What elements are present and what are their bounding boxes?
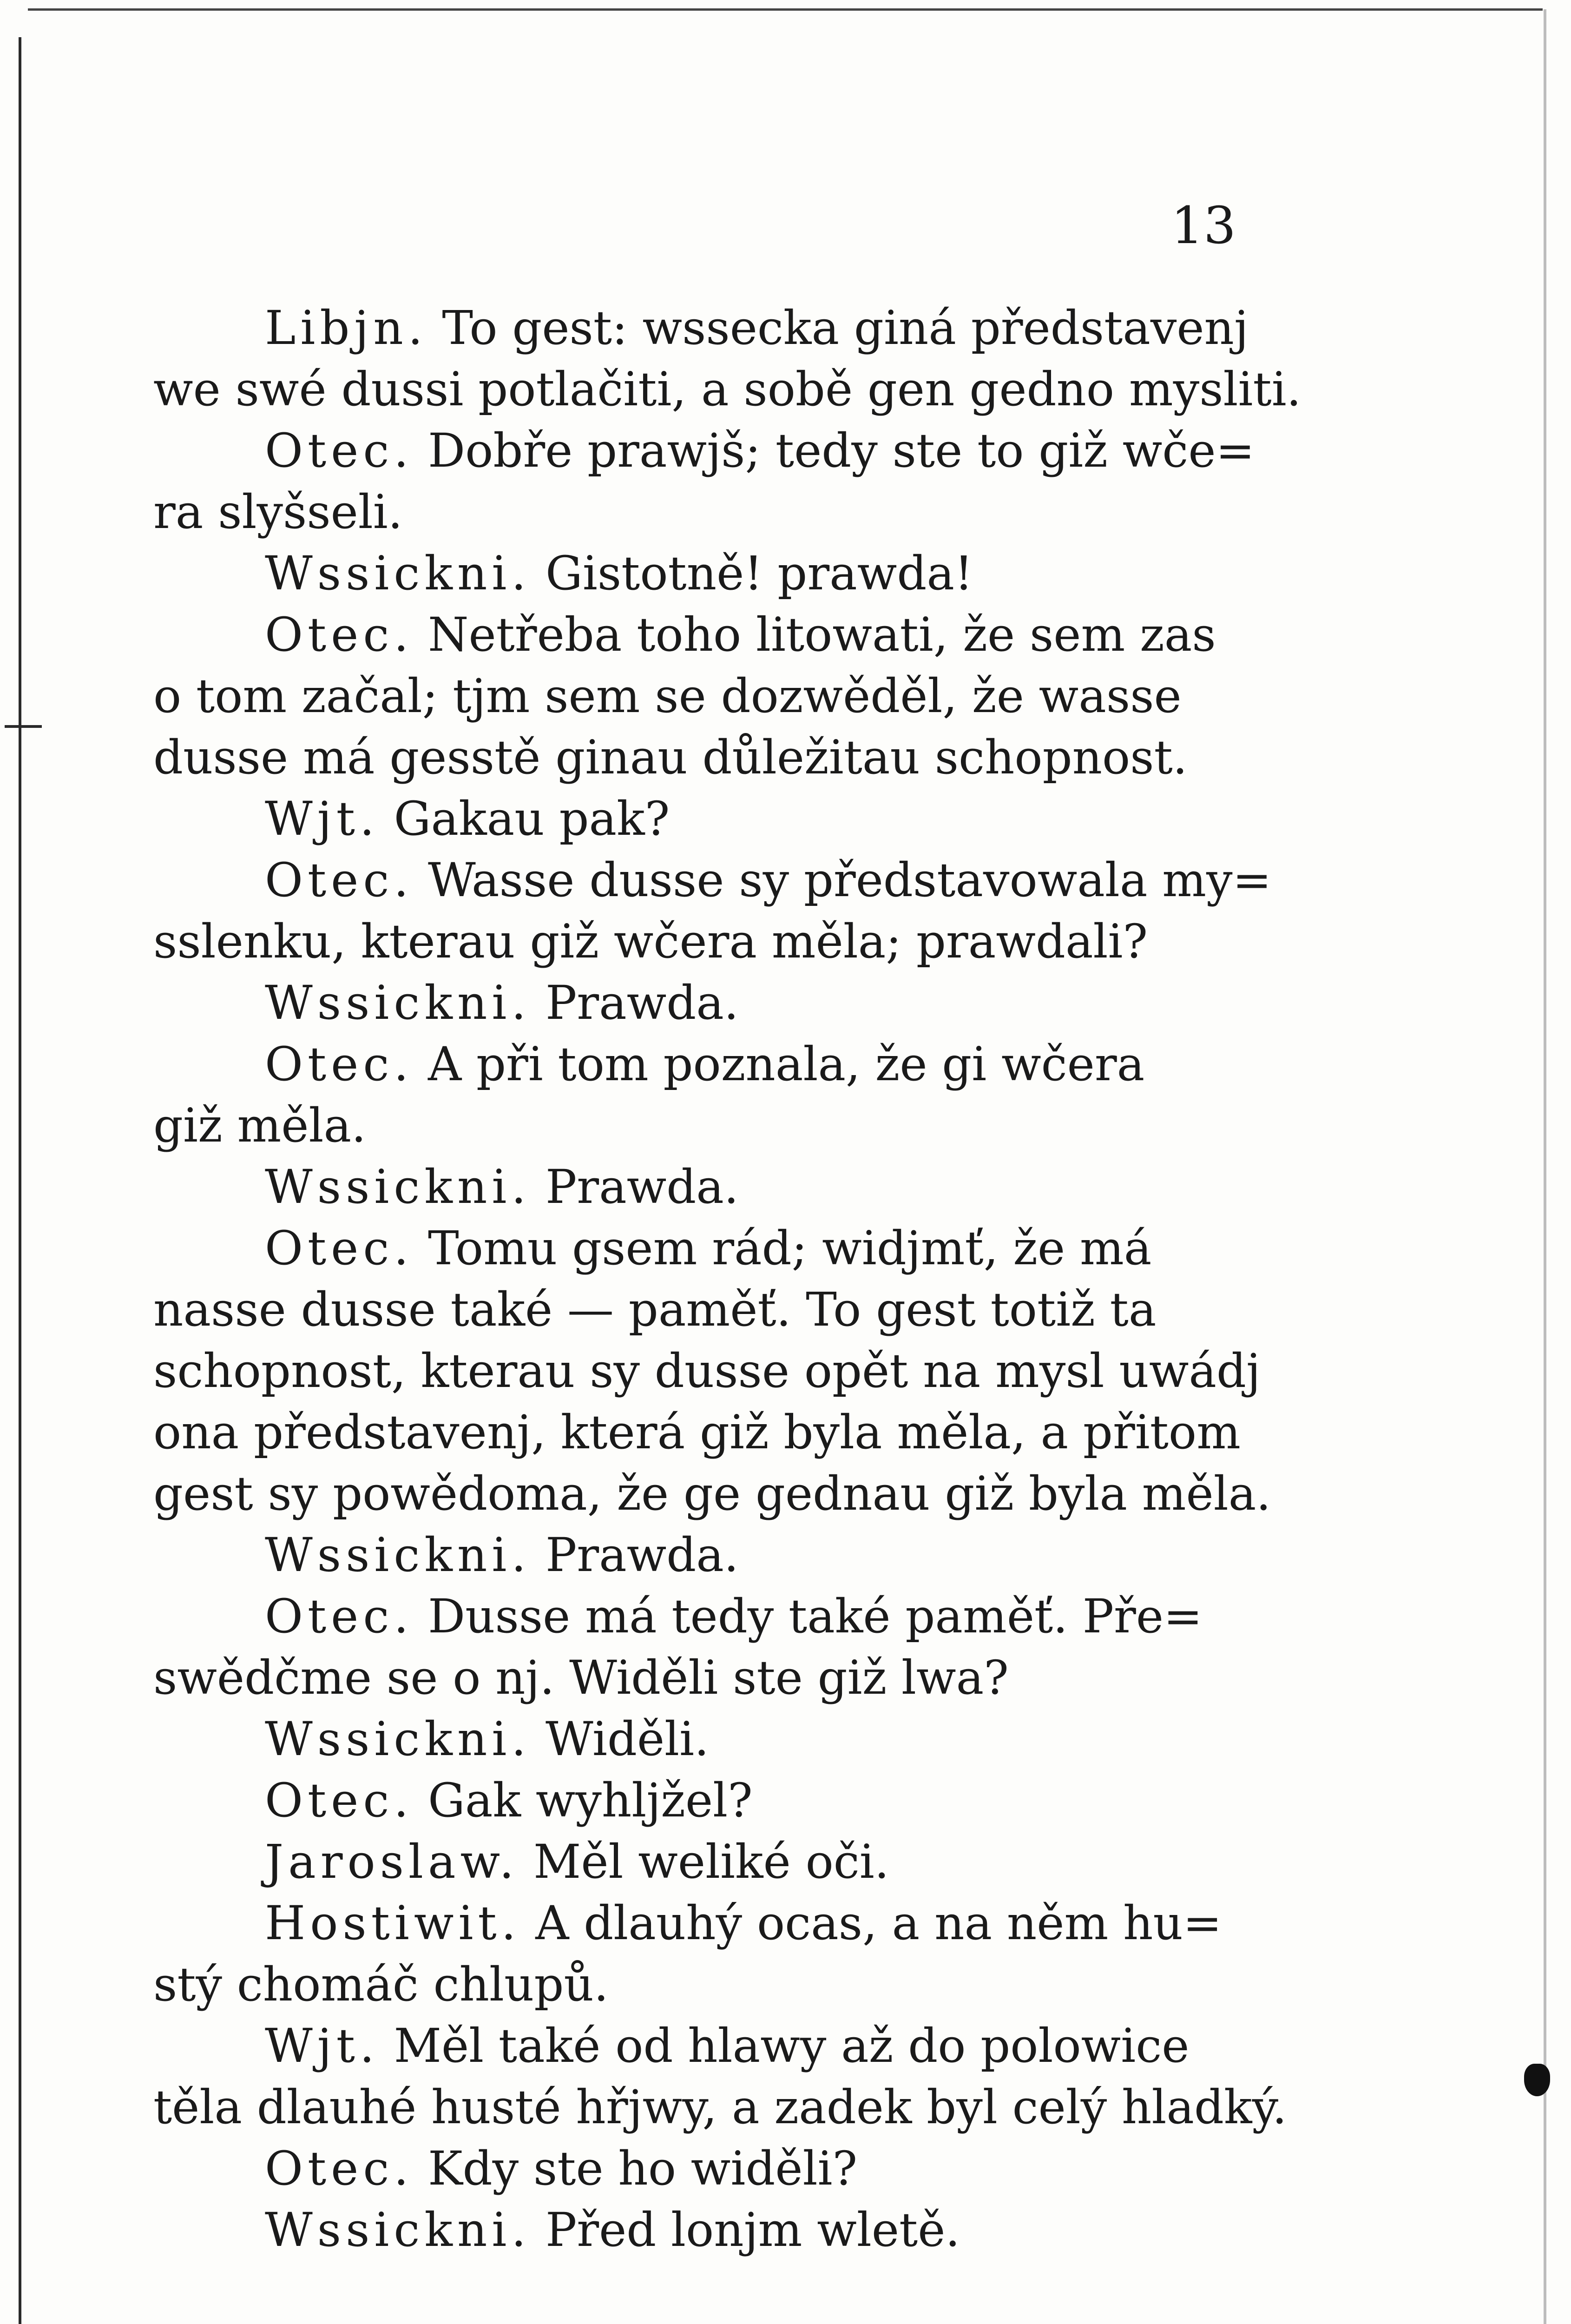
line-text: Prawda.	[545, 1528, 739, 1582]
speaker-label: Wjt.	[265, 2019, 379, 2073]
speaker-label: Jaroslaw.	[265, 1835, 519, 1889]
line-text: ona představenj, která giž byla měla, a přitom	[153, 1405, 1241, 1459]
line-text: Gistotně! prawda!	[545, 546, 973, 601]
text-line	[153, 1831, 1259, 1893]
line-text: Prawda.	[545, 976, 739, 1030]
text-line	[153, 420, 1259, 482]
text-line	[153, 911, 1259, 972]
binding-tick	[5, 725, 42, 728]
line-text: Netřeba toho litowati, že sem zas	[427, 607, 1216, 662]
line-text: o tom začal; tjm sem se dozwěděl, že wasse	[153, 669, 1182, 723]
text-line	[153, 1156, 1259, 1218]
text-line	[153, 1034, 1259, 1095]
speaker-label: Otec.	[265, 1773, 414, 1828]
speaker-label: Otec.	[265, 1589, 414, 1644]
line-text: Prawda.	[545, 1160, 739, 1214]
line-text: Widěli.	[545, 1712, 709, 1766]
text-line	[153, 2199, 1259, 2261]
speaker-label: Otec.	[265, 853, 414, 907]
text-line	[153, 1402, 1259, 1463]
text-line	[153, 1095, 1259, 1156]
text-line	[153, 1525, 1259, 1586]
line-text: Dusse má tedy také paměť. Pře=	[427, 1589, 1203, 1644]
text-line	[153, 727, 1259, 788]
text-line	[153, 1954, 1259, 2015]
text-line	[153, 1463, 1271, 1525]
page-right-edge	[1544, 9, 1546, 2324]
line-text: schopnost, kterau sy dusse opět na mysl uwádj	[153, 1344, 1261, 1398]
line-text: Gakau pak?	[394, 792, 670, 846]
speaker-label: Otec.	[265, 607, 414, 662]
speaker-label: Otec.	[265, 1221, 414, 1275]
line-text: stý chomáč chlupů.	[153, 1957, 609, 2012]
line-text: těla dlauhé husté hřjwy, a zadek byl celý hladký.	[153, 2080, 1287, 2134]
line-text: giž měla.	[153, 1098, 366, 1153]
text-line	[153, 543, 1259, 604]
text-line	[153, 850, 1272, 911]
line-text: Před lonjm wletě.	[545, 2203, 960, 2257]
text-line	[153, 604, 1259, 666]
line-text: dusse má gesstě ginau důležitau schopnost.	[153, 730, 1188, 785]
text-line	[153, 1586, 1259, 1647]
line-text: swědčme se o nj. Widěli ste giž lwa?	[153, 1651, 1009, 1705]
text-line	[153, 666, 1259, 727]
dialogue-text	[153, 297, 1301, 2261]
text-line	[153, 1709, 1259, 1770]
line-text: sslenku, kterau giž wčera měla; prawdali?	[153, 914, 1148, 969]
line-text: Tomu gsem rád; widjmť, že má	[427, 1221, 1152, 1275]
line-text: Měl také od hlawy až do polowice	[394, 2019, 1190, 2073]
page-number: 13	[1171, 196, 1236, 255]
line-text: Wasse dusse sy představowala my=	[427, 853, 1272, 907]
text-line	[153, 1218, 1259, 1279]
text-line	[153, 297, 1259, 359]
speaker-label: Hostiwit.	[265, 1896, 521, 1950]
text-line	[153, 1770, 1259, 1831]
text-line	[153, 2015, 1259, 2077]
speaker-label: Libjn.	[265, 301, 427, 355]
text-line	[153, 359, 1301, 420]
text-line	[153, 1340, 1259, 1402]
line-text: Dobře prawjš; tedy ste to giž wče=	[427, 423, 1255, 478]
line-text: Kdy ste ho widěli?	[427, 2141, 858, 2196]
speaker-label: Wssickni.	[265, 546, 531, 601]
speaker-label: Otec.	[265, 2141, 414, 2196]
text-line	[153, 1647, 1259, 1709]
line-text: Gak wyhljžel?	[427, 1773, 753, 1828]
speaker-label: Wssickni.	[265, 1712, 531, 1766]
binding-rule	[19, 37, 21, 2324]
text-line	[153, 2077, 1287, 2138]
speaker-label: Otec.	[265, 423, 414, 478]
text-line	[153, 1893, 1259, 1954]
line-text: A při tom poznala, že gi wčera	[427, 1037, 1145, 1091]
text-line	[153, 972, 1259, 1034]
text-line	[153, 482, 1259, 543]
text-line	[153, 788, 1259, 850]
line-text: nasse dusse také — paměť. To gest totiž ta	[153, 1282, 1157, 1337]
speaker-label: Wssickni.	[265, 1160, 531, 1214]
ink-blot	[1524, 2064, 1550, 2096]
speaker-label: Otec.	[265, 1037, 414, 1091]
speaker-label: Wssickni.	[265, 1528, 531, 1582]
speaker-label: Wjt.	[265, 792, 379, 846]
text-line	[153, 1279, 1259, 1340]
speaker-label: Wssickni.	[265, 2203, 531, 2257]
line-text: we swé dussi potlačiti, a sobě gen gedno mysliti.	[153, 362, 1301, 416]
speaker-label: Wssickni.	[265, 976, 531, 1030]
text-line	[153, 2138, 1259, 2199]
line-text: gest sy powědoma, že ge gednau giž byla měla.	[153, 1466, 1271, 1521]
line-text: To gest: wssecka giná představenj	[442, 301, 1249, 355]
page-top-edge	[28, 8, 1543, 11]
line-text: ra slyšseli.	[153, 485, 403, 539]
line-text: A dlauhý ocas, a na něm hu=	[535, 1896, 1222, 1950]
line-text: Měl weliké oči.	[533, 1835, 889, 1889]
